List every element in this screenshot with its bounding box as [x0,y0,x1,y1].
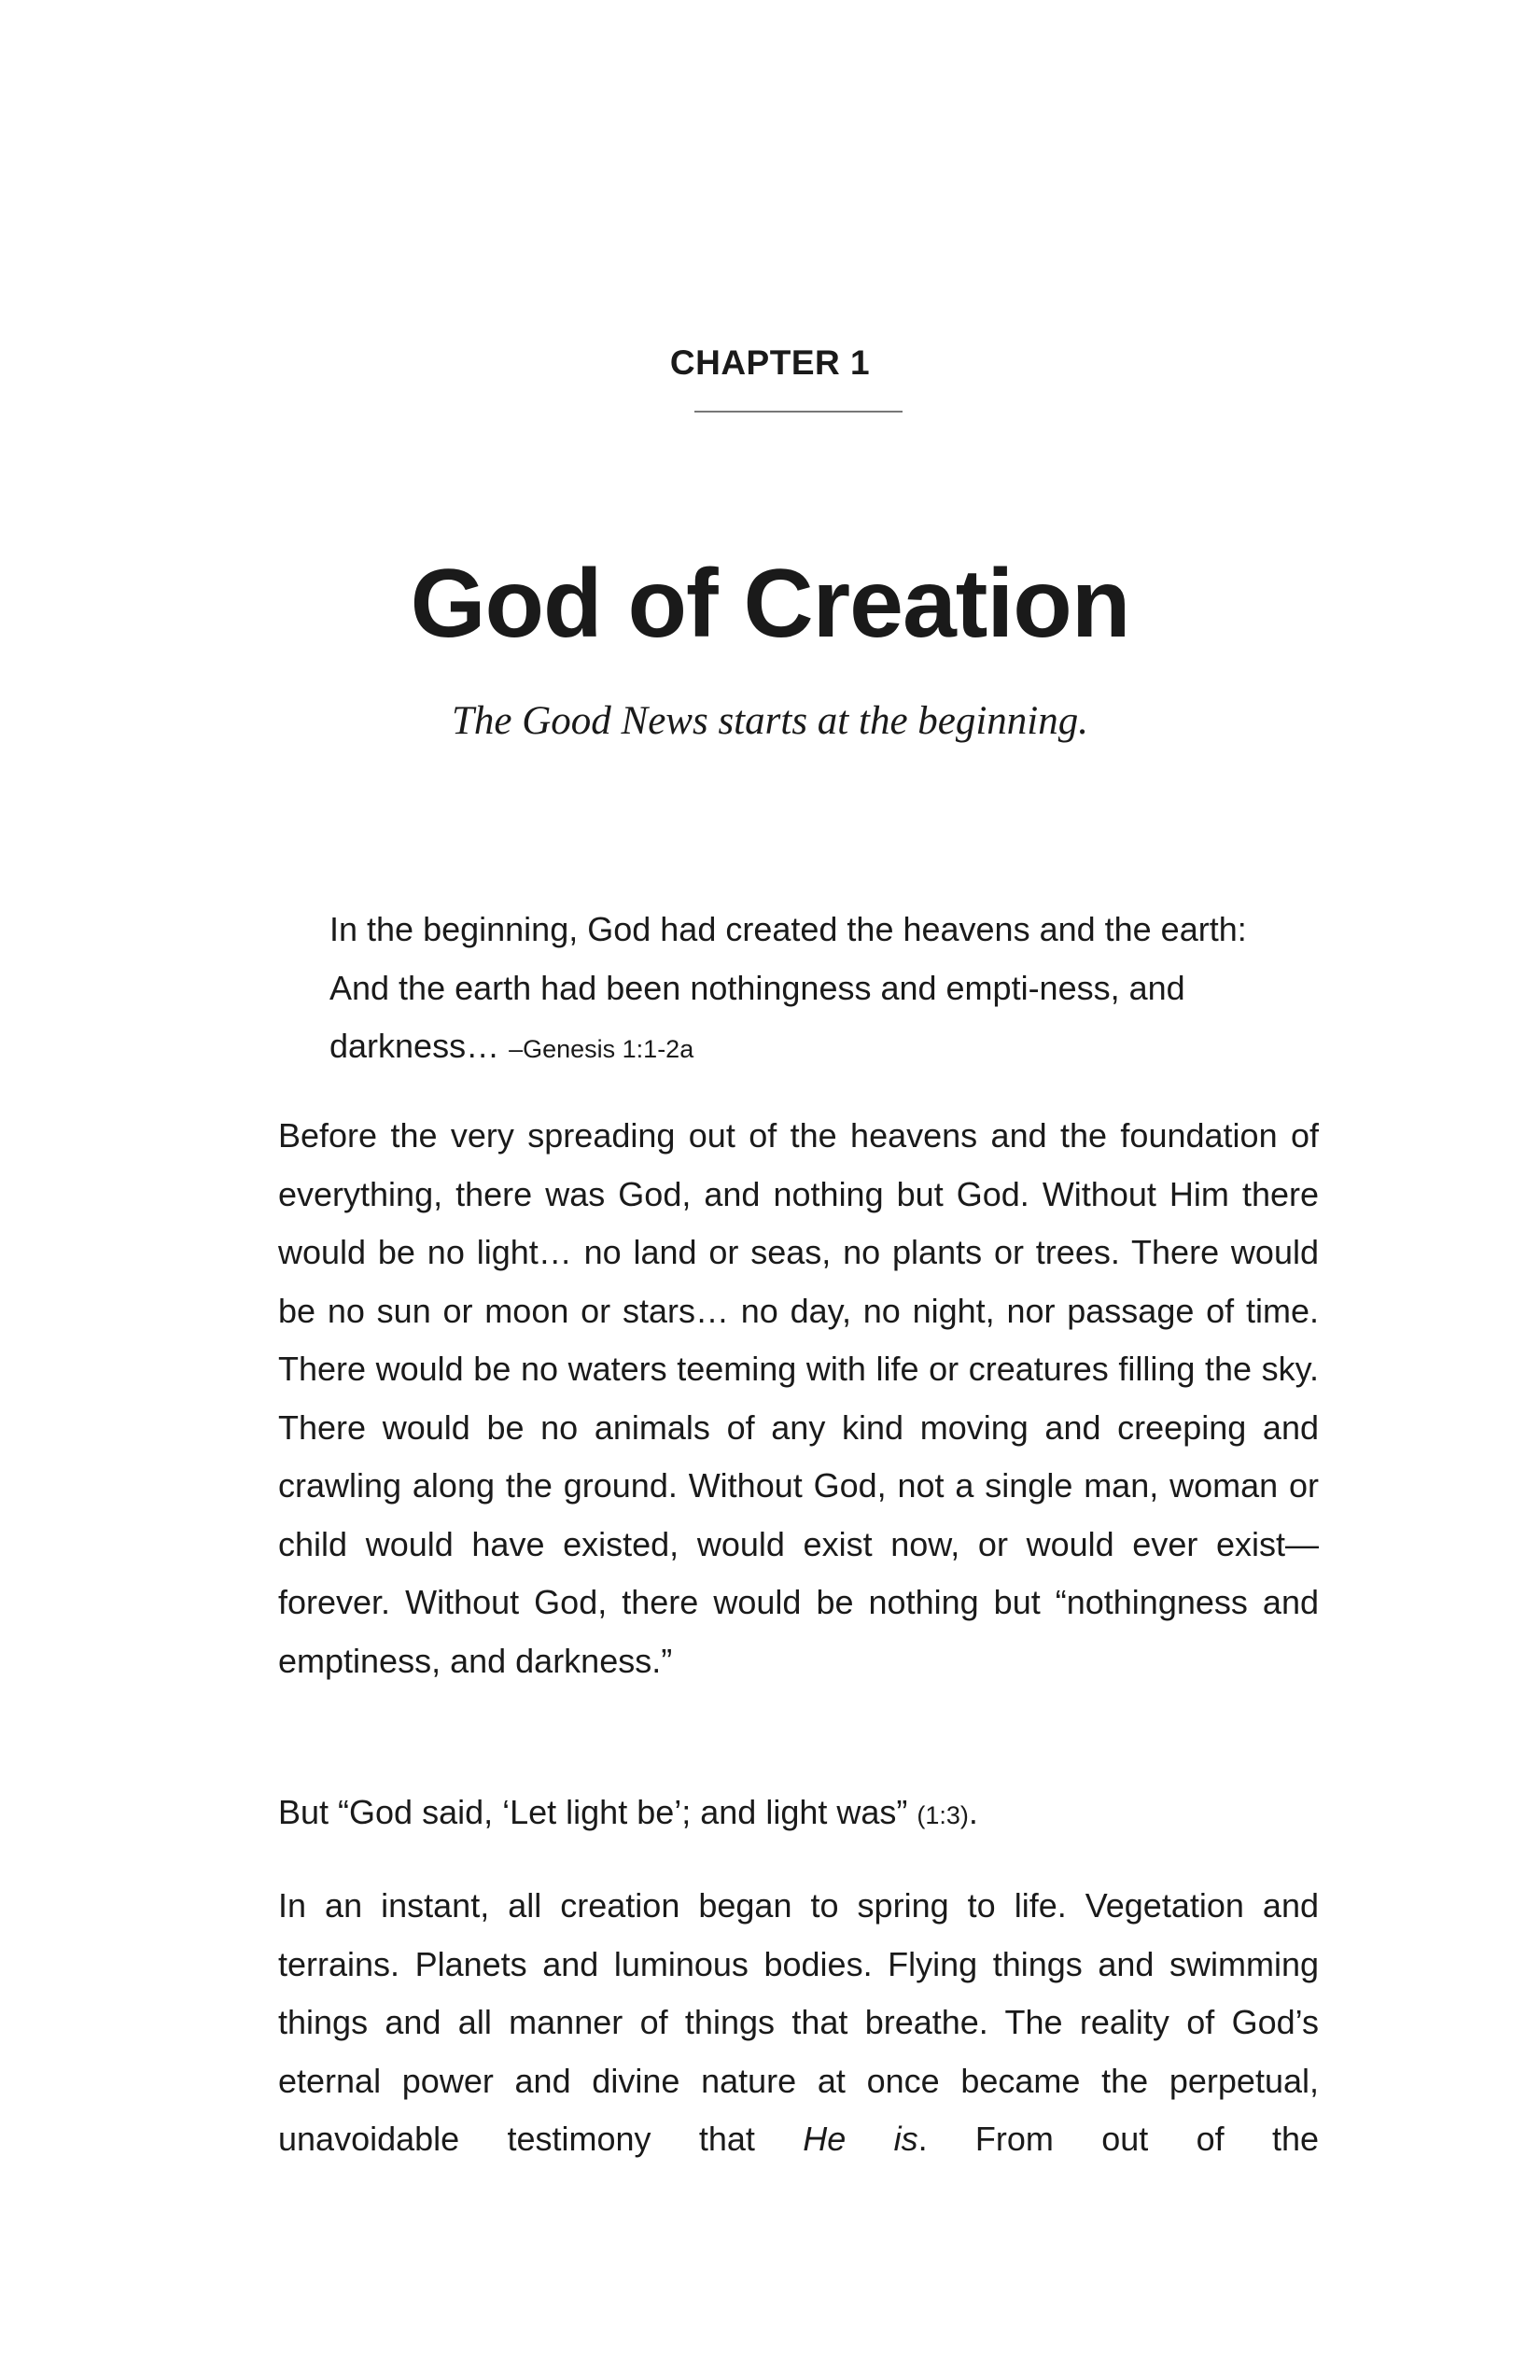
body-paragraph-2 [278,1784,1319,1845]
verse-citation: (1:3) [917,1801,969,1829]
chapter-subtitle: The Good News starts at the beginning. [451,699,1089,743]
emphasis-text: He is [803,2120,918,2158]
body-paragraph-3 [278,1877,1319,2169]
epigraph [329,901,1267,1079]
epigraph-text: In the beginning, God had created the heavens and the earth: And the earth had been nothingness and empti-ness, and darkness… [329,910,1247,1065]
chapter-divider [694,411,903,413]
paragraph-period: . [968,1793,978,1831]
chapter-title: God of Creation [410,550,1130,658]
epigraph-reference: –Genesis 1:1-2a [509,1035,694,1063]
body-paragraph-1: Before the very spreading out of the heavens and the foundation of everything, there was God, and nothing but God. Without Him there would be no light… no land or seas, no plants or trees. There would be no sun or moon or stars… no day, no night, nor passage of time. There would be no waters teeming with life or creatures filling the sky. There would be no animals of any kind moving and creeping and crawling along the ground. Without God, not a single man, woman or child would have existed, would exist now, or would ever exist—forever. Without God, there would be nothing but “nothingness and emptiness, and darkness.” [278,1116,1319,1680]
chapter-label: CHAPTER 1 [669,343,871,382]
paragraph-text-end: . From out of the [917,2120,1319,2158]
paragraph-text: In an instant, all creation began to spring to life. Vegetation and terrains. Planets and luminous bodies. Flying things and swimming things and all manner of things that breathe. The reality of God’s eternal power and divine nature at once became the perpetual, unavoidable testimony that [278,1886,1319,2158]
paragraph-text: But “God said, ‘Let light be’; and light was” [278,1793,908,1831]
